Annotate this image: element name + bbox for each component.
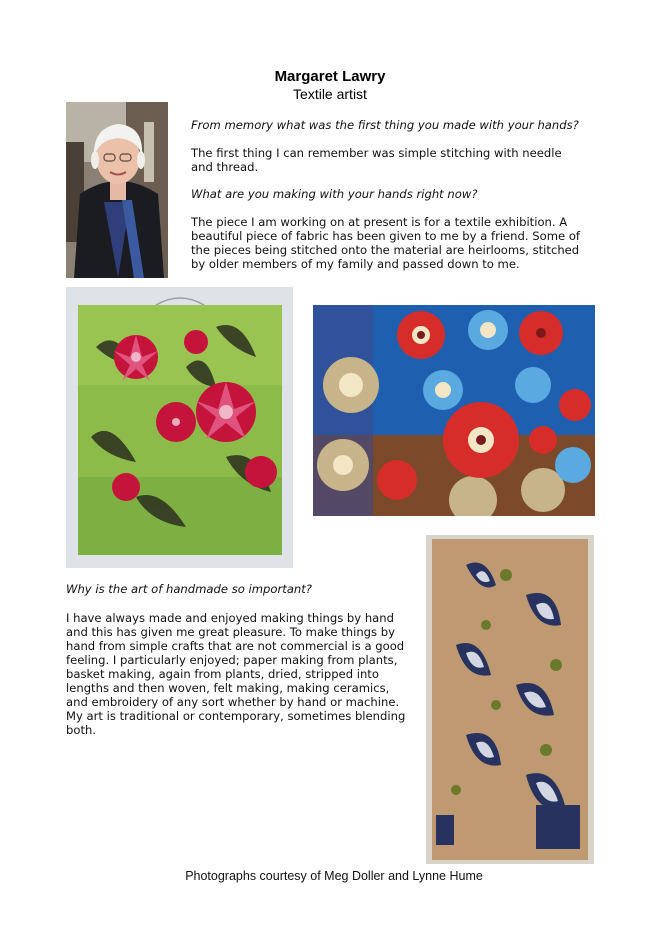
answer-line: The first thing I can remember was simple stitching with needle [191, 146, 562, 160]
answer-line: the pieces being stitched onto the material are heirlooms, stitched [191, 243, 580, 257]
answer-line: both. [66, 723, 97, 737]
question-making-now: What are you making with your hands right now? [191, 187, 478, 201]
answer-line: and embroidery of any sort whether by hand or machine. [66, 695, 400, 709]
artist-name: Margaret Lawry [274, 68, 386, 85]
answer-first-made [191, 146, 562, 174]
artist-portrait-photo [66, 102, 168, 278]
answer-line: I have always made and enjoyed making things by hand [66, 611, 394, 625]
indigo-panel-photo [426, 535, 594, 864]
article-header [180, 68, 480, 103]
circles-quilt-photo [313, 305, 595, 516]
answer-line: and thread. [191, 160, 259, 174]
photo-credit-caption: Photographs courtesy of Meg Doller and Lynne Hume [185, 869, 483, 883]
floral-quilt-photo [66, 287, 293, 568]
answer-line: feeling. I particularly enjoyed; paper making from plants, [66, 653, 398, 667]
answer-line: hand from simple crafts that are not commercial is a good [66, 639, 405, 653]
answer-line: beautiful piece of fabric has been given to me by a friend. Some of [191, 229, 581, 243]
question-first-made: From memory what was the first thing you made with your hands? [191, 118, 579, 132]
answer-line: basket making, again from plants, dried, stripped into [66, 667, 379, 681]
answer-line: by older members of my family and passed down to me. [191, 257, 520, 271]
answer-why-handmade [66, 611, 405, 737]
artist-role: Textile artist [293, 86, 367, 102]
answer-line: and this has given me great pleasure. To make things by [66, 625, 395, 639]
question-why-handmade: Why is the art of handmade so important? [66, 582, 312, 596]
answer-line: The piece I am working on at present is for a textile exhibition. A [191, 215, 568, 229]
answer-line: lengths and then woven, felt making, making ceramics, [66, 681, 390, 695]
answer-making-now [191, 215, 580, 271]
answer-line: My art is traditional or contemporary, sometimes blending [66, 709, 406, 723]
